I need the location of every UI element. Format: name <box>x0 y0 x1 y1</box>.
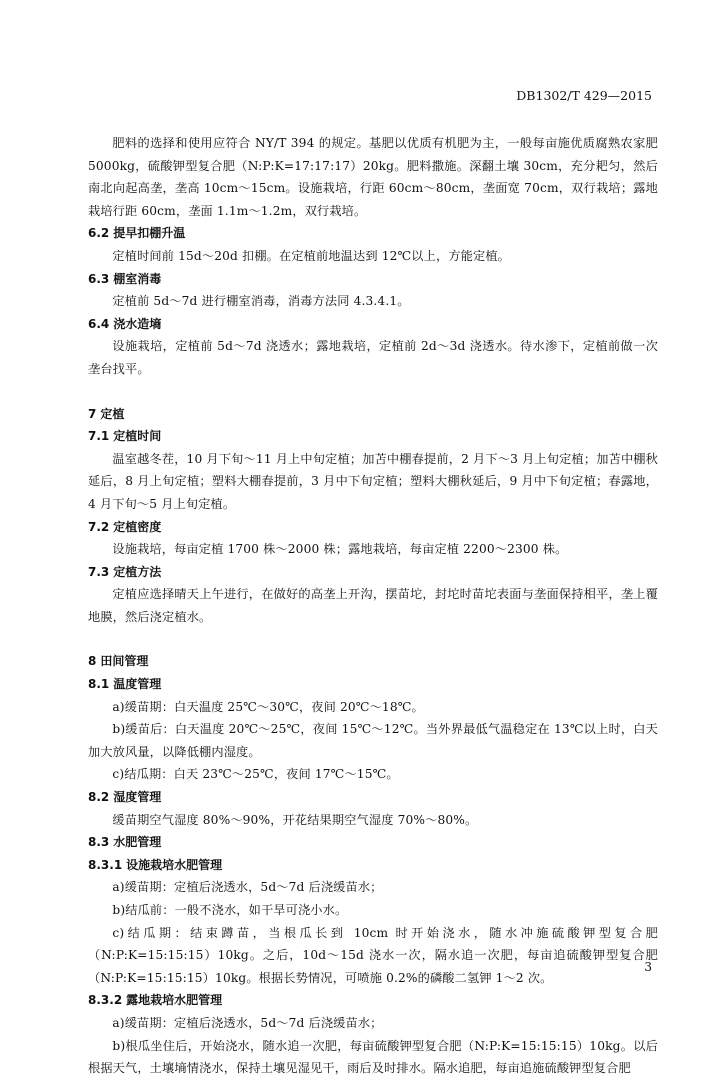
subsection-heading <box>88 516 658 539</box>
heading-text: 露地栽培水肥管理 <box>126 993 223 1008</box>
subsection-heading <box>88 222 658 245</box>
page-number: 3 <box>644 960 652 974</box>
paragraph: a)缓苗期：白天温度 25℃～30℃，夜间 20℃～18℃。 <box>112 699 424 714</box>
heading-number: 8.3 <box>88 835 110 850</box>
section-heading <box>88 650 658 673</box>
paragraph: 定植时间前 15d～20d 扣棚。在定植前地温达到 12℃以上，方能定植。 <box>112 248 511 263</box>
heading-number: 8 <box>88 654 97 669</box>
heading-text: 提早扣棚升温 <box>113 226 186 241</box>
paragraph: c)结瓜期：白天 23℃～25℃，夜间 17℃～15℃。 <box>112 767 399 782</box>
heading-number: 8.3.2 <box>88 993 123 1008</box>
paragraph: b)根瓜坐住后，开始浇水，随水追一次肥，每亩硫酸钾型复合肥（N:P:K=15:15:15）10kg。以后根据天气，土壤墒情浇水，保持土壤见湿见干，雨后及时排水。隔水追肥，每亩追施硫酸钾型复合肥 <box>88 1038 658 1076</box>
subsection-heading <box>88 313 658 336</box>
paragraph: 设施栽培，定植前 5d～7d 浇透水；露地栽培，定植前 2d～3d 浇透水。待水渗下，定植前做一次垄台找平。 <box>88 339 658 376</box>
document-body <box>88 132 658 1080</box>
heading-text: 定植 <box>100 406 125 421</box>
paragraph: 定植应选择晴天上午进行，在做好的高垄上开沟，摆苗坨，封坨时苗坨表面与垄面保持相平，垄上覆地膜，然后浇定植水。 <box>88 587 658 624</box>
paragraph: 温室越冬茬，10 月下旬～11 月上中旬定植；加苫中棚春提前，2 月下～3 月上旬定植；加苫中棚秋延后，8 月上旬定植；塑料大棚春提前，3 月中下旬定植；塑料大棚秋延后，9 月中下旬定植；春露地，4 月下旬～5 月上旬定植。 <box>88 451 658 511</box>
subsection-heading <box>88 786 658 809</box>
paragraph: b)结瓜前：一般不浇水，如干旱可浇小水。 <box>112 903 348 917</box>
standard-code: DB1302/T 429—2015 <box>516 88 652 103</box>
paragraph: 缓苗期空气湿度 80%～90%，开花结果期空气湿度 70%～80%。 <box>112 812 478 827</box>
heading-text: 浇水造墒 <box>113 316 162 331</box>
heading-number: 6.2 <box>88 226 110 241</box>
heading-text: 设施栽培水肥管理 <box>126 857 223 872</box>
heading-number: 6.3 <box>88 271 110 286</box>
heading-number: 7 <box>88 406 97 421</box>
paragraph: b)缓苗后：白天温度 20℃～25℃，夜间 15℃～12℃。当外界最低气温稳定在 13℃以上时，白天加大放风量，以降低棚内湿度。 <box>88 722 658 759</box>
heading-text: 温度管理 <box>113 677 162 692</box>
heading-number: 8.2 <box>88 790 110 805</box>
subsection-heading <box>88 673 658 696</box>
subsection-heading <box>88 854 658 877</box>
heading-number: 7.2 <box>88 519 110 534</box>
paragraph: a)缓苗期：定植后浇透水，5d～7d 后浇缓苗水； <box>112 880 383 895</box>
subsection-heading <box>88 989 658 1012</box>
heading-number: 7.1 <box>88 429 110 444</box>
heading-text: 田间管理 <box>100 654 149 669</box>
heading-text: 定植时间 <box>113 429 162 444</box>
heading-text: 湿度管理 <box>113 790 162 805</box>
heading-number: 6.4 <box>88 316 110 331</box>
heading-text: 定植密度 <box>113 519 162 534</box>
heading-text: 定植方法 <box>113 564 162 579</box>
paragraph: a)缓苗期：定植后浇透水，5d～7d 后浇缓苗水； <box>112 1015 383 1030</box>
paragraph: 设施栽培，每亩定植 1700 株～2000 株；露地栽培，每亩定植 2200～2300 株。 <box>112 542 568 557</box>
subsection-heading <box>88 268 658 291</box>
paragraph: c)结瓜期：结束蹲苗，当根瓜长到 10cm 时开始浇水，随水冲施硫酸钾型复合肥（N:P:K=15:15:15）10kg。之后，10d～15d 浇水一次，隔水追一次肥，每亩追硫酸钾型复合肥（N:P:K=15:15:15）10kg。根据长势情况，可喷施 0.2%的磷酸二氢钾 1～2 次。 <box>88 925 658 985</box>
paragraph: 肥料的选择和使用应符合 NY/T 394 的规定。基肥以优质有机肥为主，一般每亩施优质腐熟农家肥5000kg，硫酸钾型复合肥（N:P:K=17:17:17）20kg。肥料撒施。深翻土壤 30cm，充分耙匀，然后南北向起高垄，垄高 10cm～15cm。设施栽培，行距 60cm～80cm，垄面宽 70cm，双行栽培；露地栽培行距 60cm，垄面 1.1m～1.2m，双行栽培。 <box>88 136 658 218</box>
subsection-heading <box>88 425 658 448</box>
section-heading <box>88 403 658 426</box>
subsection-heading <box>88 831 658 854</box>
paragraph: 定植前 5d～7d 进行棚室消毒，消毒方法同 4.3.4.1。 <box>112 294 410 309</box>
heading-number: 7.3 <box>88 564 110 579</box>
subsection-heading <box>88 561 658 584</box>
heading-text: 水肥管理 <box>113 835 162 850</box>
heading-number: 8.1 <box>88 677 110 692</box>
heading-text: 棚室消毒 <box>113 271 162 286</box>
heading-number: 8.3.1 <box>88 857 123 872</box>
